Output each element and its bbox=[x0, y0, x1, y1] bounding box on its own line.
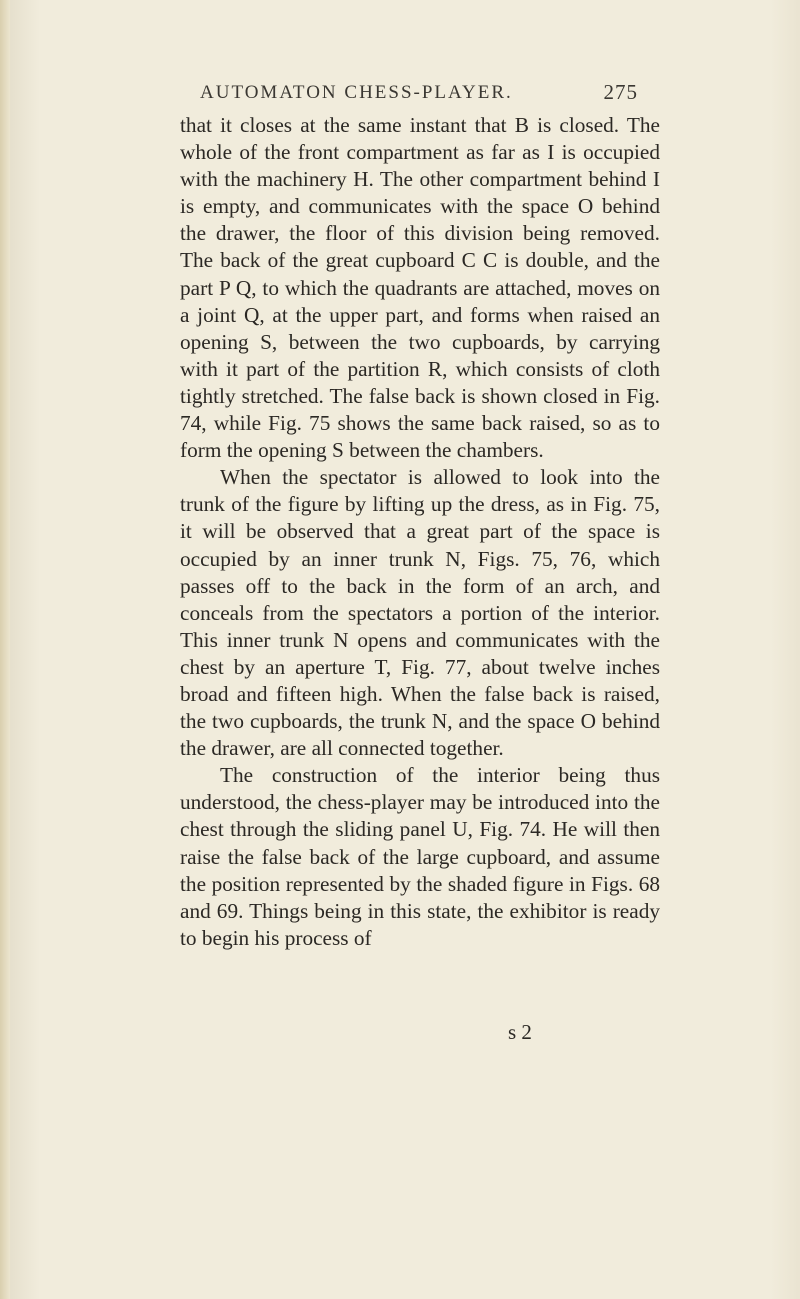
page-number: 275 bbox=[603, 80, 638, 104]
body-text bbox=[180, 112, 660, 952]
paragraph-1: that it closes at the same instant that B is closed. The whole of the front compartment as far as I is occupied with the machinery H. The other compartment behind I is empty, and communicates with the space O behind the drawer, the floor of this division being removed. The back of the great cupboard C C is double, and the part P Q, to which the quadrants are attached, moves on a joint Q, at the upper part, and forms when raised an opening S, between the two cupboards, by carrying with it part of the partition R, which consists of cloth tightly stretched. The false back is shown closed in Fig. 74, while Fig. 75 shows the same back raised, so as to form the opening S between the chambers. bbox=[180, 113, 660, 463]
paragraph-3: The construction of the interior being thus understood, the chess-player may be introduced into the chest through the sliding panel U, Fig. 74. He will then raise the false back of the large cupboard, and assume the position represented by the shaded figure in Figs. 68 and 69. Things being in this state, the exhibitor is ready to begin his process of bbox=[180, 763, 660, 950]
running-head-title: AUTOMATON CHESS-PLAYER. bbox=[200, 82, 513, 103]
signature-mark: s 2 bbox=[508, 1020, 532, 1044]
page-gutter bbox=[0, 0, 10, 1299]
paragraph-2: When the spectator is allowed to look into the trunk of the figure by lifting up the dress, as in Fig. 75, it will be observed that a great part of the space is occupied by an inner trunk N, Figs. 75, 76, which passes off to the back in the form of an arch, and conceals from the spectators a portion of the interior. This inner trunk N opens and communicates with the chest by an aperture T, Fig. 77, about twelve inches broad and fifteen high. When the false back is raised, the two cupboards, the trunk N, and the space O behind the drawer, are all connected together. bbox=[180, 465, 660, 761]
